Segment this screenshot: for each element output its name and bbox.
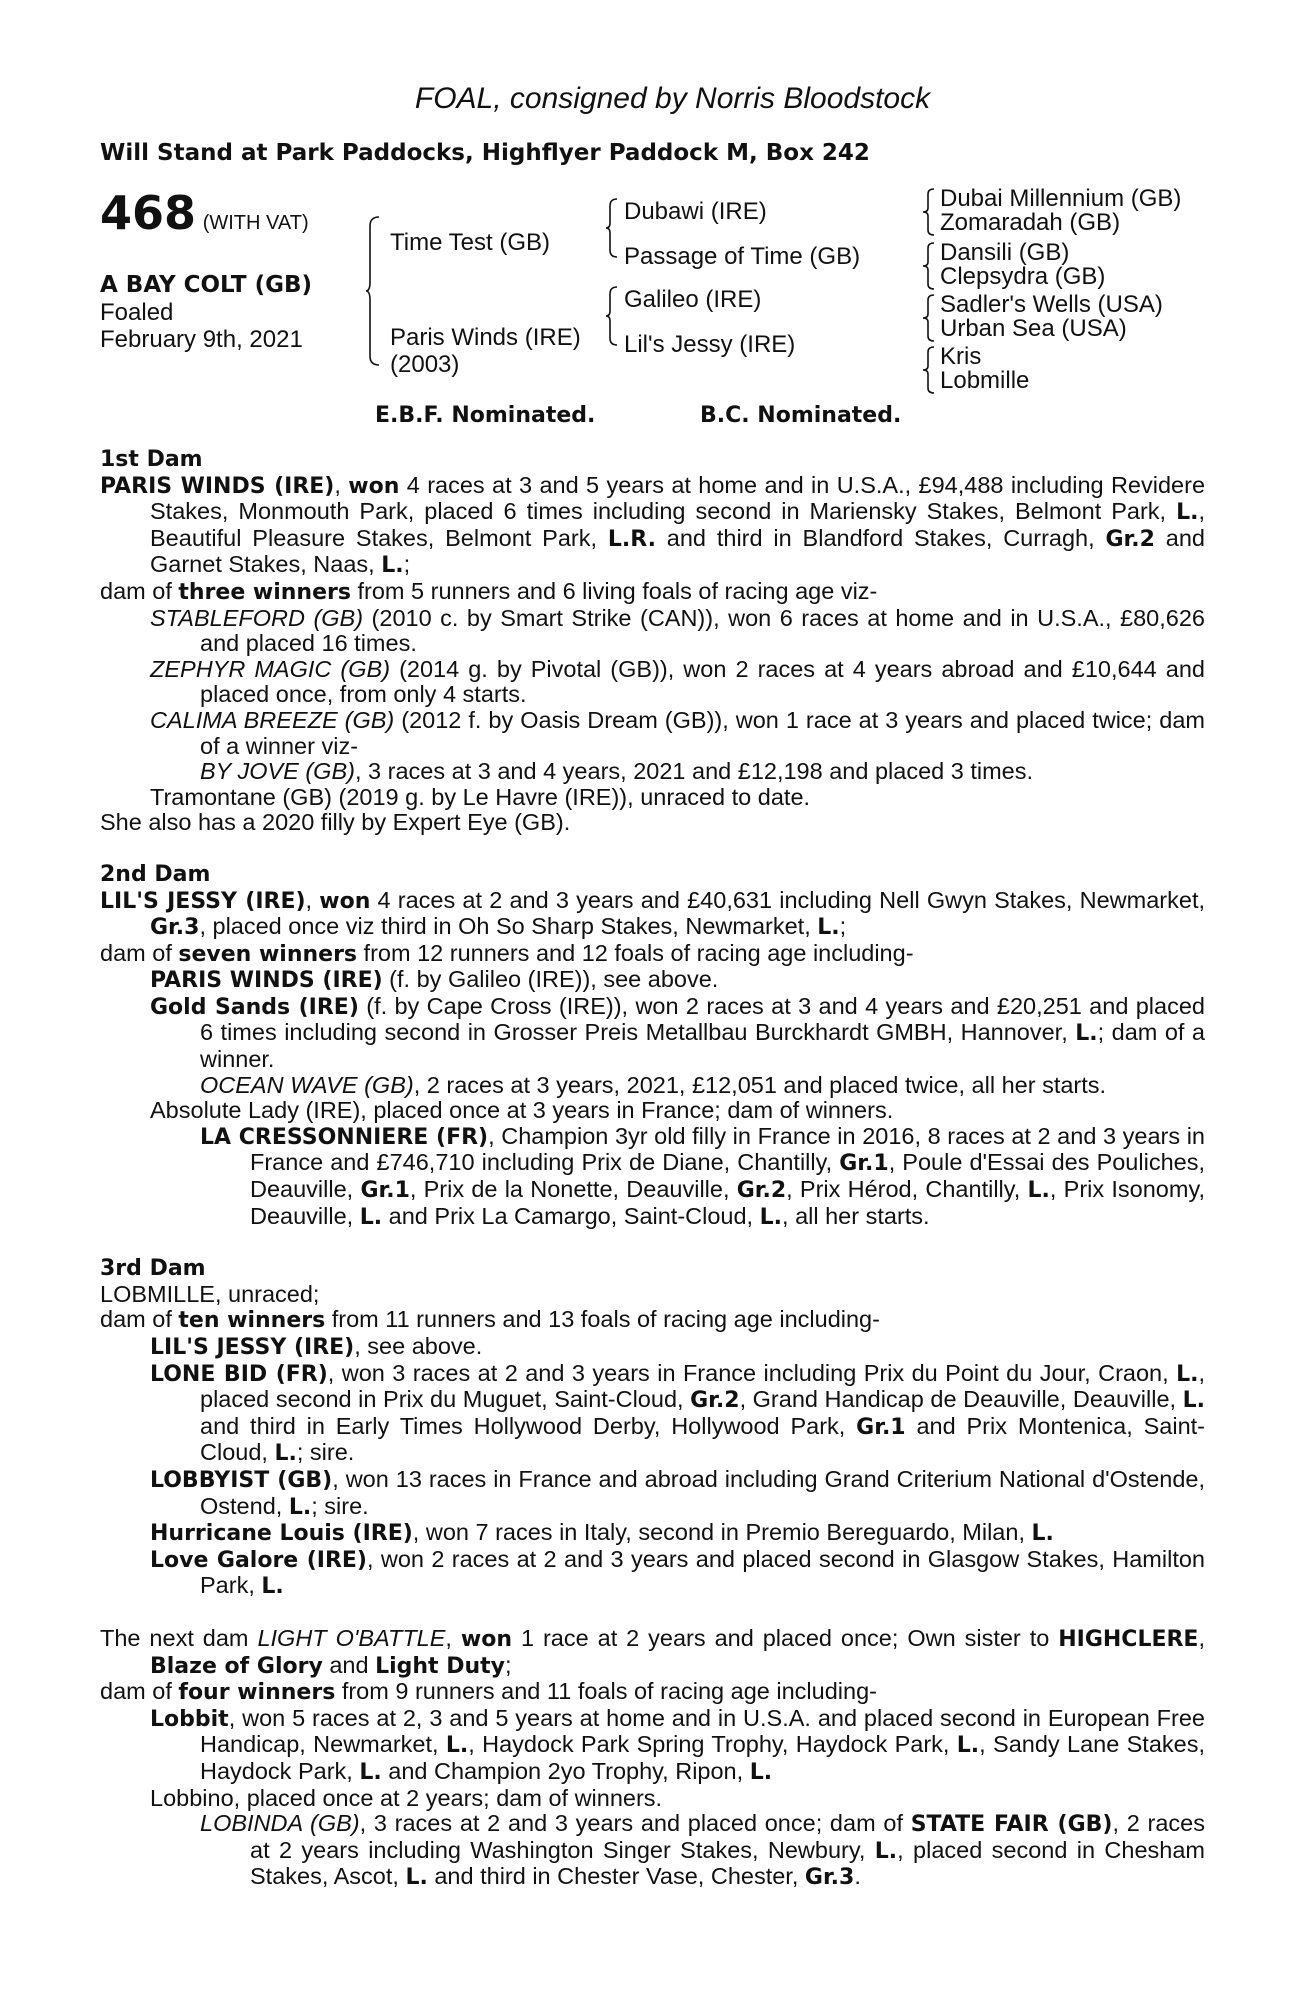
text-run: ,: [1198, 1624, 1205, 1651]
bold-run: LA CRESSONNIERE (FR): [200, 1124, 489, 1150]
produce-entry: [100, 1073, 1205, 1099]
bold-run: L.: [359, 1759, 382, 1785]
brace-icon: [605, 286, 619, 346]
section-heading: 2nd Dam: [100, 861, 211, 887]
bold-run: L.: [1176, 1361, 1199, 1387]
dd-dam-name: Lobmille: [940, 367, 1030, 394]
bold-run: Gr.3: [150, 915, 200, 941]
italic-run: CALIMA BREEZE (GB): [150, 706, 395, 733]
bold-run: Blaze of Glory: [150, 1653, 323, 1679]
produce-entry: [100, 1334, 1205, 1361]
produce-entry: [100, 994, 1205, 1073]
produce-entry: [100, 1786, 1205, 1812]
sire-sire-name: Dubawi (IRE): [624, 198, 767, 225]
text-run: 1 race at 2 years and placed once; Own sister to: [512, 1624, 1059, 1651]
lot-description: A BAY COLT (GB): [100, 272, 313, 298]
text-run: .: [854, 1863, 861, 1890]
text-run: , 3 races at 2 and 3 years and placed once; dam of: [359, 1810, 911, 1837]
sire-name: Time Test (GB): [390, 229, 551, 256]
bold-run: Light Duty: [375, 1653, 506, 1679]
pedigree-block: [100, 185, 1205, 403]
bold-run: Gr.2: [690, 1388, 740, 1414]
bold-run: L.: [1027, 1178, 1050, 1204]
bold-run: L.: [1031, 1521, 1054, 1547]
bold-run: Gr.1: [360, 1178, 410, 1204]
bold-run: L.: [817, 915, 840, 941]
text-run: ,: [445, 1624, 461, 1651]
text-run: dam of: [100, 939, 179, 966]
dam-dam-name: Lil's Jessy (IRE): [624, 331, 796, 358]
text-run: ;: [839, 913, 847, 940]
section-heading: 1st Dam: [100, 447, 203, 472]
bold-run: Gold Sands (IRE): [150, 994, 359, 1020]
text-run: and Prix Montenica, Saint-Cloud,: [200, 1412, 1206, 1466]
bold-run: LIL'S JESSY (IRE): [100, 888, 306, 914]
text-run: Tramontane (GB) (2019 g. by Le Havre (IRE)), unraced to date.: [150, 783, 811, 810]
ds-sire-name: Sadler's Wells (USA): [940, 291, 1163, 318]
bold-run: L.: [956, 1733, 980, 1759]
text-run: and third in Blandford Stakes, Curragh,: [655, 524, 1106, 551]
bold-run: L.: [274, 1441, 297, 1467]
bold-run: won: [348, 473, 400, 499]
produce-summary: [100, 1679, 1205, 1706]
text-run: , Haydock Park Spring Trophy, Haydock Park,: [468, 1731, 957, 1758]
bold-run: HIGHCLERE: [1058, 1626, 1199, 1652]
sd-dam-name: Clepsydra (GB): [940, 263, 1106, 290]
text-run: (f. by Galileo (IRE)), see above.: [382, 966, 719, 993]
produce-note: [100, 810, 1205, 836]
text-run: , Champion 3yr old filly in France in 2016, 8 races at 2 and 3 years in France and £746,710 including Prix de Diane, Chantilly,: [250, 1122, 1205, 1176]
text-run: 4 races at 3 and 5 years at home and in U.S.A., £94,488 including Revidere Stakes, Monmouth Park, placed 6 times including second in Mariensky Stakes, Belmont Park,: [150, 471, 1206, 525]
produce-entry: [100, 606, 1205, 657]
bold-run: Gr.2: [736, 1178, 787, 1204]
produce-entry: [100, 1811, 1205, 1891]
produce-entry: [100, 1361, 1205, 1467]
italic-run: STABLEFORD (GB): [150, 604, 364, 631]
text-run: 4 races at 2 and 3 years and £40,631 including Nell Gwyn Stakes, Newmarket,: [370, 886, 1205, 913]
text-run: and third in Chester Vase, Chester,: [427, 1863, 805, 1890]
text-run: dam of: [100, 577, 179, 604]
bold-run: L.: [288, 1494, 312, 1520]
nominations: [100, 403, 1205, 447]
bold-run: L.: [1176, 500, 1199, 526]
text-run: , 2 races at 3 years, 2021, £12,051 and placed twice, all her starts.: [413, 1071, 1107, 1098]
bold-run: L.: [759, 1204, 783, 1230]
produce-entry: [100, 1706, 1205, 1786]
section-heading: 3rd Dam: [100, 1256, 206, 1282]
text-run: , Poule d'Essai des Pouliches, Deauville,: [250, 1149, 1205, 1203]
text-run: , see above.: [354, 1333, 483, 1359]
bold-run: won: [319, 888, 371, 914]
text-run: , won 13 races in France and abroad including Grand Criterium National d'Ostende, Ostend,: [200, 1465, 1205, 1519]
bold-run: L.: [261, 1574, 284, 1600]
text-run: from 5 runners and 6 living foals of racing age viz-: [350, 577, 878, 604]
ebf-nominated: E.B.F. Nominated.: [375, 403, 596, 428]
dam-record: [100, 888, 1205, 941]
text-run: LOBMILLE, unraced;: [100, 1280, 320, 1307]
ss-dam-name: Zomaradah (GB): [940, 209, 1121, 236]
bold-run: L.: [1182, 1388, 1205, 1414]
text-run: from 9 runners and 11 foals of racing age including-: [335, 1678, 877, 1705]
text-run: from 11 runners and 13 foals of racing age including-: [325, 1306, 880, 1333]
text-run: , all her starts.: [782, 1202, 930, 1229]
produce-entry: [100, 708, 1205, 759]
produce-entry: [100, 1467, 1205, 1520]
dd-sire-name: Kris: [940, 343, 982, 370]
text-run: Absolute Lady (IRE), placed once at 3 years in France; dam of winners.: [150, 1097, 894, 1124]
brace-icon: [922, 242, 936, 290]
produce-entry: [100, 1124, 1205, 1230]
text-run: , Sandy Lane Stakes, Haydock Park,: [200, 1731, 1205, 1784]
bold-run: Gr.1: [839, 1151, 889, 1177]
bold-run: Gr.2: [1105, 526, 1155, 552]
brace-icon: [922, 346, 936, 394]
text-run: , placed second in Chesham Stakes, Ascot,: [250, 1836, 1205, 1890]
third-dam-section: [100, 1256, 1205, 1600]
text-run: and Champion 2yo Trophy, Ripon,: [381, 1757, 750, 1784]
foaled-date: February 9th, 2021: [100, 326, 303, 353]
produce-summary: [100, 941, 1205, 968]
text-run: , 2 races at 2 years including Washington Singer Stakes, Newbury,: [250, 1810, 1205, 1863]
text-run: Lobbino, placed once at 2 years; dam of winners.: [150, 1784, 663, 1811]
bold-run: Gr.1: [856, 1414, 906, 1440]
sd-sire-name: Dansili (GB): [940, 239, 1070, 266]
produce-entry: [100, 1098, 1205, 1124]
text-run: from 12 runners and 12 foals of racing age including-: [357, 939, 914, 966]
italic-run: OCEAN WAVE (GB): [200, 1071, 414, 1098]
ss-sire-name: Dubai Millennium (GB): [940, 185, 1182, 212]
bold-run: LIL'S JESSY (IRE): [150, 1335, 355, 1360]
dam-year: (2003): [390, 351, 460, 378]
bold-run: LOBBYIST (GB): [150, 1467, 333, 1493]
lot-number: 468: [100, 186, 197, 240]
dam-record: [100, 473, 1205, 579]
bold-run: L.: [405, 1865, 428, 1891]
text-run: , placed once viz third in Oh So Sharp Stakes, Newmarket,: [199, 913, 818, 940]
dam-sire-name: Galileo (IRE): [624, 286, 762, 313]
text-run: (2010 c. by Smart Strike (CAN)), won 6 races at home and in U.S.A., £80,626 and placed 16 times.: [200, 604, 1205, 657]
brace-icon: [365, 216, 381, 366]
text-run: ; sire.: [296, 1439, 355, 1466]
text-run: , 3 races at 3 and 4 years, 2021 and £12,198 and placed 3 times.: [354, 758, 1034, 785]
foaled-label: Foaled: [100, 299, 174, 326]
produce-summary: [100, 1307, 1205, 1334]
produce-summary: [100, 579, 1205, 606]
text-run: , Beautiful Pleasure Stakes, Belmont Park,: [150, 498, 1205, 551]
text-run: , Prix de la Nonette, Deauville,: [409, 1176, 737, 1203]
text-run: , placed second in Prix du Muguet, Saint-Cloud,: [200, 1359, 1205, 1413]
dam-record: [100, 1282, 1205, 1308]
bc-nominated: B.C. Nominated.: [700, 403, 902, 428]
stand-location: Will Stand at Park Paddocks, Highflyer Paddock M, Box 242: [100, 140, 870, 166]
bold-run: STATE FAIR (GB): [910, 1812, 1113, 1838]
text-run: ,: [334, 471, 349, 498]
text-run: ;: [505, 1651, 512, 1678]
sire-dam-name: Passage of Time (GB): [624, 243, 861, 270]
text-run: and Garnet Stakes, Naas,: [150, 524, 1205, 578]
text-run: ; sire.: [311, 1492, 369, 1519]
bold-run: ten winners: [178, 1308, 326, 1334]
bold-run: seven winners: [178, 941, 358, 967]
bold-run: L.: [749, 1759, 773, 1785]
bold-run: L.: [445, 1733, 469, 1759]
text-run: , won 5 races at 2, 3 and 5 years at home and in U.S.A. and placed second in European Free Handicap, Newmarket,: [200, 1704, 1205, 1758]
brace-icon: [922, 294, 936, 342]
text-run: , won 7 races in Italy, second in Premio Bereguardo, Milan,: [412, 1519, 1032, 1546]
text-run: , Grand Handicap de Deauville, Deauville,: [739, 1386, 1183, 1413]
bold-run: L.: [381, 553, 404, 579]
ds-dam-name: Urban Sea (USA): [940, 315, 1127, 342]
text-run: , Prix Hérod, Chantilly,: [786, 1176, 1028, 1203]
bold-run: LONE BID (FR): [150, 1361, 328, 1387]
first-dam-section: [100, 447, 1205, 836]
bold-run: Gr.3: [804, 1865, 855, 1891]
text-run: ;: [403, 551, 411, 578]
text-run: and: [322, 1651, 376, 1678]
brace-icon: [605, 198, 619, 258]
produce-entry: [100, 967, 1205, 994]
bold-run: L.: [1075, 1021, 1098, 1047]
bold-run: PARIS WINDS (IRE): [150, 968, 383, 994]
bold-run: Lobbit: [150, 1706, 229, 1732]
text-run: She also has a 2020 filly by Expert Eye (GB).: [100, 809, 571, 836]
text-run: and third in Early Times Hollywood Derby, Hollywood Park,: [200, 1412, 857, 1439]
text-run: , won 3 races at 2 and 3 years in France including Prix du Point du Jour, Craon,: [327, 1359, 1177, 1386]
bold-run: L.: [874, 1838, 898, 1864]
text-run: (f. by Cape Cross (IRE)), won 2 races at 3 and 4 years and £20,251 and placed 6 times including second in Grosser Preis Metallbau Burckhardt GMBH, Hannover,: [200, 992, 1205, 1046]
text-run: dam of: [100, 1678, 179, 1705]
text-run: , won 2 races at 2 and 3 years and placed second in Glasgow Stakes, Hamilton Park,: [200, 1545, 1205, 1599]
catalogue-page: [100, 82, 1205, 1891]
produce-entry: [100, 1520, 1205, 1547]
produce-entry: [100, 657, 1205, 708]
consignment-line: FOAL, consigned by Norris Bloodstock: [414, 82, 931, 115]
text-run: (2014 g. by Pivotal (GB)), won 2 races at 4 years abroad and £10,644 and placed once, from only 4 starts.: [200, 655, 1205, 708]
text-run: , Prix Isonomy, Deauville,: [250, 1176, 1205, 1229]
text-run: and Prix La Camargo, Saint-Cloud,: [382, 1202, 760, 1229]
italic-run: LOBINDA (GB): [200, 1810, 360, 1837]
text-run: dam of: [100, 1306, 179, 1333]
italic-run: BY JOVE (GB): [200, 758, 355, 785]
text-run: ,: [305, 886, 320, 913]
bold-run: three winners: [178, 579, 351, 605]
second-dam-section: [100, 862, 1205, 1230]
text-run: ; dam of a winner.: [200, 1019, 1205, 1073]
vat-note: (WITH VAT): [202, 212, 309, 234]
dam-record: [100, 1626, 1205, 1679]
bold-run: Love Galore (IRE): [150, 1547, 367, 1573]
next-dam-section: [100, 1626, 1205, 1891]
italic-run: LIGHT O'BATTLE: [257, 1624, 446, 1651]
produce-entry: [100, 759, 1205, 785]
produce-entry: [100, 785, 1205, 811]
bold-run: PARIS WINDS (IRE): [100, 473, 335, 499]
bold-run: won: [460, 1626, 513, 1652]
bold-run: Hurricane Louis (IRE): [150, 1521, 413, 1547]
dam-name: Paris Winds (IRE): [390, 324, 581, 351]
produce-entry: [100, 1547, 1205, 1600]
italic-run: ZEPHYR MAGIC (GB): [150, 655, 391, 682]
bold-run: L.: [359, 1204, 383, 1230]
bold-run: four winners: [178, 1680, 336, 1706]
text-run: (2012 f. by Oasis Dream (GB)), won 1 race at 3 years and placed twice; dam of a winner viz-: [200, 706, 1205, 759]
brace-icon: [922, 188, 936, 236]
text-run: The next dam: [100, 1624, 258, 1651]
bold-run: L.R.: [607, 526, 656, 552]
